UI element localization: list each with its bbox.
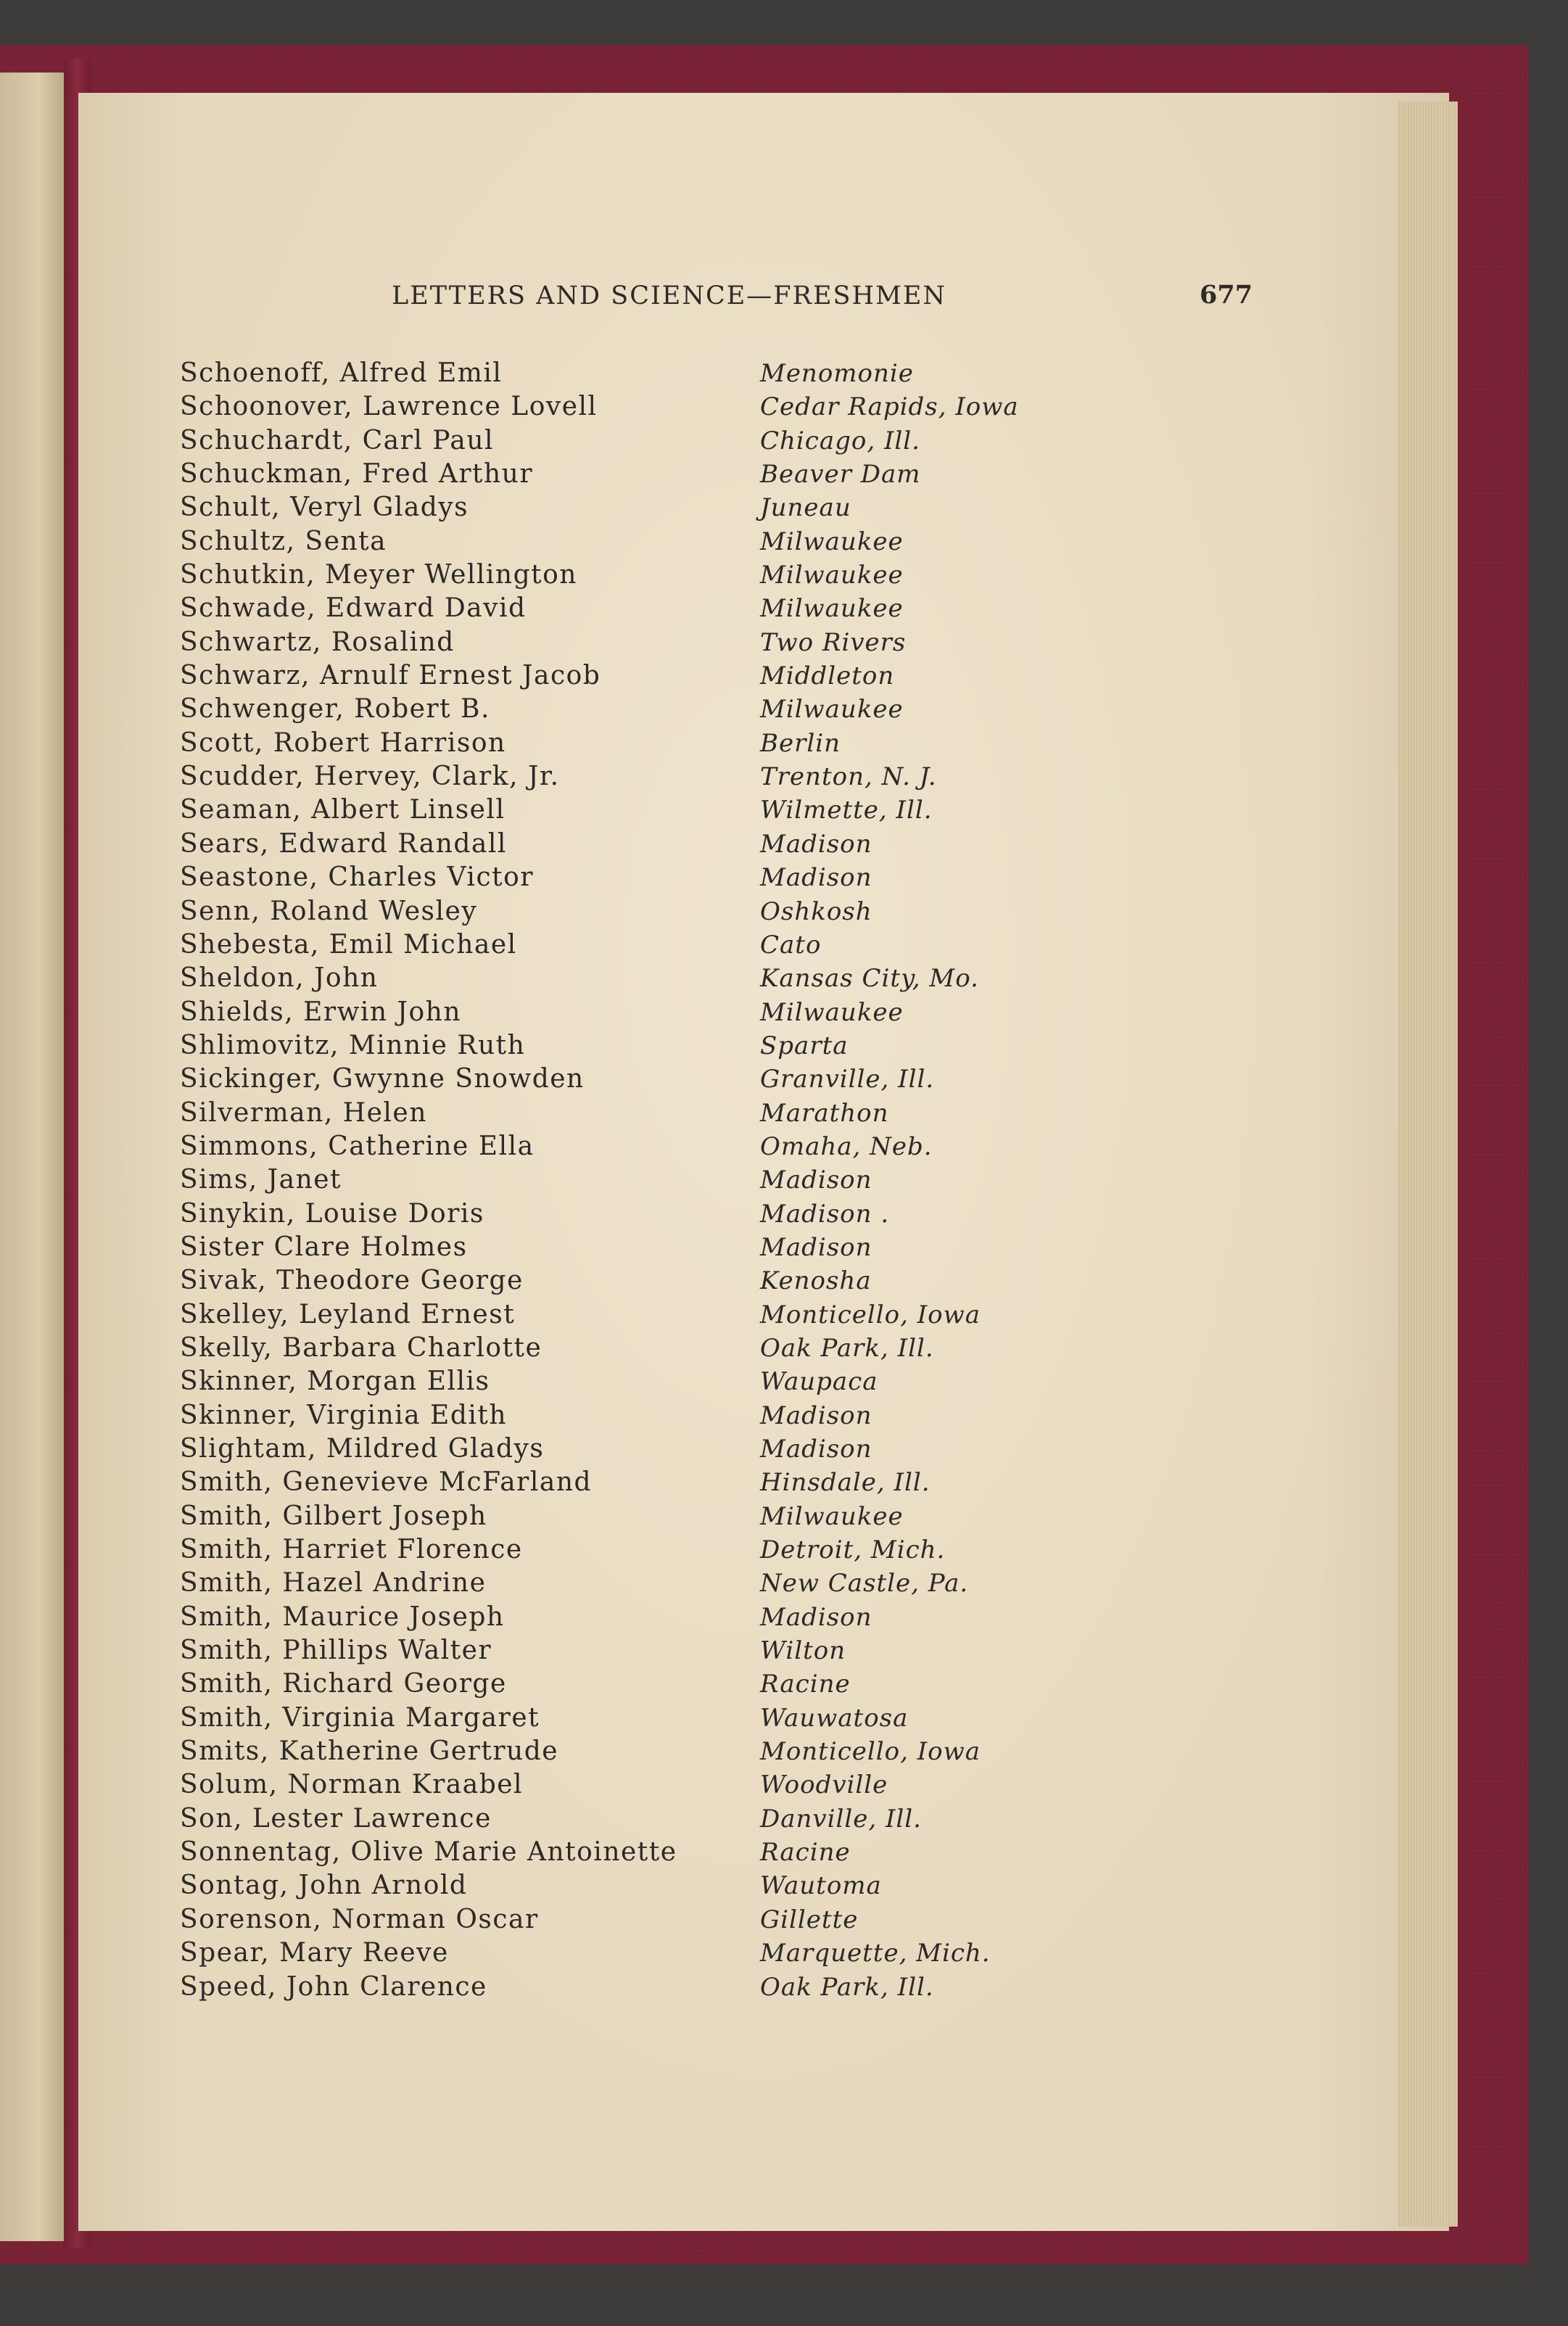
list-item — [180, 1097, 1181, 1130]
list-item — [180, 1365, 1181, 1398]
student-name: Schoenoff, Alfred Emil — [180, 358, 503, 388]
student-name: Schutkin, Meyer Wellington — [180, 560, 577, 590]
list-item — [180, 1702, 1181, 1735]
list-item — [180, 1735, 1181, 1768]
student-name: Scott, Robert Harrison — [180, 727, 506, 758]
hometown: Woodville — [760, 1770, 888, 1800]
hometown: Gillette — [760, 1905, 859, 1934]
list-item — [180, 1567, 1181, 1600]
student-name: Seaman, Albert Linsell — [180, 795, 506, 825]
hometown: Detroit, Mich. — [760, 1535, 946, 1565]
list-item — [180, 1432, 1181, 1466]
hometown: Kansas City, Mo. — [760, 964, 979, 994]
student-name: Smith, Phillips Walter — [180, 1636, 492, 1666]
page-title: LETTERS AND SCIENCE—FRESHMEN — [392, 281, 947, 310]
student-name: Sears, Edward Randall — [180, 828, 507, 859]
list-item — [180, 592, 1181, 625]
list-item — [180, 1130, 1181, 1163]
list-item — [180, 1264, 1181, 1298]
hometown: Madison — [760, 1166, 872, 1195]
student-name: Schwade, Edward David — [180, 593, 527, 624]
list-item — [180, 525, 1181, 558]
list-item — [180, 1466, 1181, 1499]
student-name: Sheldon, John — [180, 963, 379, 994]
hometown: Milwaukee — [760, 997, 904, 1027]
page-number: 677 — [1200, 280, 1253, 310]
list-item — [180, 928, 1181, 962]
student-name: Sinykin, Louise Doris — [180, 1198, 484, 1229]
list-item — [180, 693, 1181, 726]
student-name: Schultz, Senta — [180, 526, 387, 556]
student-name: Solum, Norman Kraabel — [180, 1770, 524, 1800]
list-item — [180, 1231, 1181, 1264]
student-name: Schult, Veryl Gladys — [180, 492, 469, 523]
hometown: Racine — [760, 1670, 851, 1699]
list-item — [180, 1903, 1181, 1937]
list-item — [180, 1029, 1181, 1063]
hometown: Monticello, Iowa — [760, 1737, 981, 1767]
list-item — [180, 1836, 1181, 1869]
student-name: Smith, Gilbert Joseph — [180, 1501, 487, 1531]
student-name: Scudder, Hervey, Clark, Jr. — [180, 762, 560, 792]
list-item — [180, 793, 1181, 827]
hometown: Madison — [760, 863, 872, 893]
list-item — [180, 491, 1181, 524]
hometown: Kenosha — [760, 1266, 872, 1296]
student-name: Spear, Mary Reeve — [180, 1938, 449, 1968]
hometown: Milwaukee — [760, 594, 904, 624]
student-name: Schuchardt, Carl Paul — [180, 425, 495, 455]
hometown: Monticello, Iowa — [760, 1300, 981, 1329]
hometown: Madison — [760, 1435, 872, 1464]
student-name: Sonnentag, Olive Marie Antoinette — [180, 1837, 677, 1868]
student-name: Smith, Hazel Andrine — [180, 1568, 487, 1599]
list-item — [180, 1601, 1181, 1634]
student-name: Schoonover, Lawrence Lovell — [180, 392, 598, 422]
list-item — [180, 1869, 1181, 1902]
student-name: Skinner, Morgan Ellis — [180, 1366, 490, 1397]
list-item — [180, 458, 1181, 491]
hometown: Oak Park, Ill. — [760, 1972, 934, 2002]
student-name: Slightam, Mildred Gladys — [180, 1434, 545, 1464]
list-item — [180, 626, 1181, 659]
student-name: Simmons, Catherine Ella — [180, 1131, 535, 1161]
list-item — [180, 727, 1181, 760]
hometown: Madison — [760, 1602, 872, 1632]
hometown: Berlin — [760, 728, 841, 758]
hometown: Two Rivers — [760, 627, 907, 657]
hometown: Wilton — [760, 1636, 846, 1666]
list-item — [180, 357, 1181, 390]
hometown: Trenton, N. J. — [760, 762, 937, 792]
student-name: Sims, Janet — [180, 1165, 342, 1195]
list-item — [180, 1197, 1181, 1231]
hometown: Chicago, Ill. — [760, 426, 920, 455]
student-list — [180, 357, 1181, 2004]
student-name: Schwenger, Robert B. — [180, 694, 490, 725]
hometown: New Castle, Pa. — [760, 1569, 969, 1599]
list-item — [180, 996, 1181, 1029]
list-item — [180, 760, 1181, 793]
list-item — [180, 659, 1181, 693]
list-item — [180, 895, 1181, 928]
hometown: Omaha, Neb. — [760, 1131, 933, 1161]
student-name: Seastone, Charles Victor — [180, 862, 534, 893]
list-item — [180, 1971, 1181, 2004]
student-name: Skelly, Barbara Charlotte — [180, 1332, 542, 1363]
student-name: Sickinger, Gwynne Snowden — [180, 1064, 585, 1094]
hometown: Wautoma — [760, 1871, 882, 1901]
list-item — [180, 1634, 1181, 1667]
student-name: Sister Clare Holmes — [180, 1232, 468, 1262]
hometown: Wilmette, Ill. — [760, 796, 933, 825]
hometown: Juneau — [760, 493, 851, 523]
list-item — [180, 861, 1181, 894]
hometown: Granville, Ill. — [760, 1065, 935, 1094]
list-item — [180, 1399, 1181, 1432]
list-item — [180, 390, 1181, 424]
list-item — [180, 1667, 1181, 1701]
hometown: Hinsdale, Ill. — [760, 1468, 931, 1498]
student-name: Smith, Maurice Joseph — [180, 1601, 505, 1632]
hometown: Cato — [760, 930, 822, 960]
list-item — [180, 1802, 1181, 1836]
page-stack-edge — [1398, 102, 1458, 2227]
hometown: Milwaukee — [760, 561, 904, 590]
student-name: Skinner, Virginia Edith — [180, 1400, 508, 1430]
list-item — [180, 1533, 1181, 1567]
hometown: Milwaukee — [760, 1501, 904, 1531]
hometown: Sparta — [760, 1031, 849, 1060]
hometown: Milwaukee — [760, 527, 904, 556]
student-name: Son, Lester Lawrence — [180, 1803, 492, 1834]
hometown: Menomonie — [760, 359, 914, 388]
hometown: Beaver Dam — [760, 460, 921, 490]
hometown: Racine — [760, 1838, 851, 1868]
hometown: Wauwatosa — [760, 1703, 909, 1733]
hometown: Milwaukee — [760, 695, 904, 725]
student-name: Schuckman, Fred Arthur — [180, 459, 534, 490]
list-item — [180, 1298, 1181, 1332]
list-item — [180, 424, 1181, 458]
hometown: Madison . — [760, 1199, 890, 1229]
list-item — [180, 962, 1181, 995]
hometown: Madison — [760, 1401, 872, 1430]
list-item — [180, 1163, 1181, 1197]
hometown: Cedar Rapids, Iowa — [760, 392, 1019, 422]
running-head — [0, 281, 1568, 318]
hometown: Oshkosh — [760, 896, 872, 926]
list-item — [180, 558, 1181, 592]
list-item — [180, 1937, 1181, 1970]
hometown: Danville, Ill. — [760, 1804, 922, 1834]
student-name: Silverman, Helen — [180, 1097, 427, 1128]
hometown: Marquette, Mich. — [760, 1939, 991, 1968]
list-item — [180, 1500, 1181, 1533]
student-name: Smits, Katherine Gertrude — [180, 1736, 559, 1767]
student-name: Schwarz, Arnulf Ernest Jacob — [180, 661, 601, 691]
hometown: Oak Park, Ill. — [760, 1333, 934, 1363]
hometown: Waupaca — [760, 1367, 878, 1397]
student-name: Skelley, Leyland Ernest — [180, 1299, 516, 1329]
list-item — [180, 1332, 1181, 1365]
list-item — [180, 828, 1181, 861]
student-name: Smith, Virginia Margaret — [180, 1702, 540, 1733]
student-name: Schwartz, Rosalind — [180, 627, 455, 657]
list-item — [180, 1063, 1181, 1096]
student-name: Smith, Harriet Florence — [180, 1535, 523, 1565]
student-name: Shlimovitz, Minnie Ruth — [180, 1030, 526, 1060]
student-name: Smith, Richard George — [180, 1669, 507, 1699]
hometown: Middleton — [760, 661, 895, 691]
hometown: Madison — [760, 829, 872, 859]
student-name: Speed, John Clarence — [180, 1971, 487, 2002]
student-name: Sorenson, Norman Oscar — [180, 1904, 539, 1934]
student-name: Sontag, John Arnold — [180, 1871, 468, 1901]
student-name: Sivak, Theodore George — [180, 1266, 524, 1296]
hometown: Madison — [760, 1232, 872, 1262]
student-name: Senn, Roland Wesley — [180, 896, 478, 926]
hometown: Marathon — [760, 1098, 889, 1128]
list-item — [180, 1768, 1181, 1802]
student-name: Shebesta, Emil Michael — [180, 929, 517, 960]
student-name: Shields, Erwin John — [180, 997, 462, 1027]
facing-page-edge — [0, 73, 65, 2241]
student-name: Smith, Genevieve McFarland — [180, 1467, 593, 1498]
